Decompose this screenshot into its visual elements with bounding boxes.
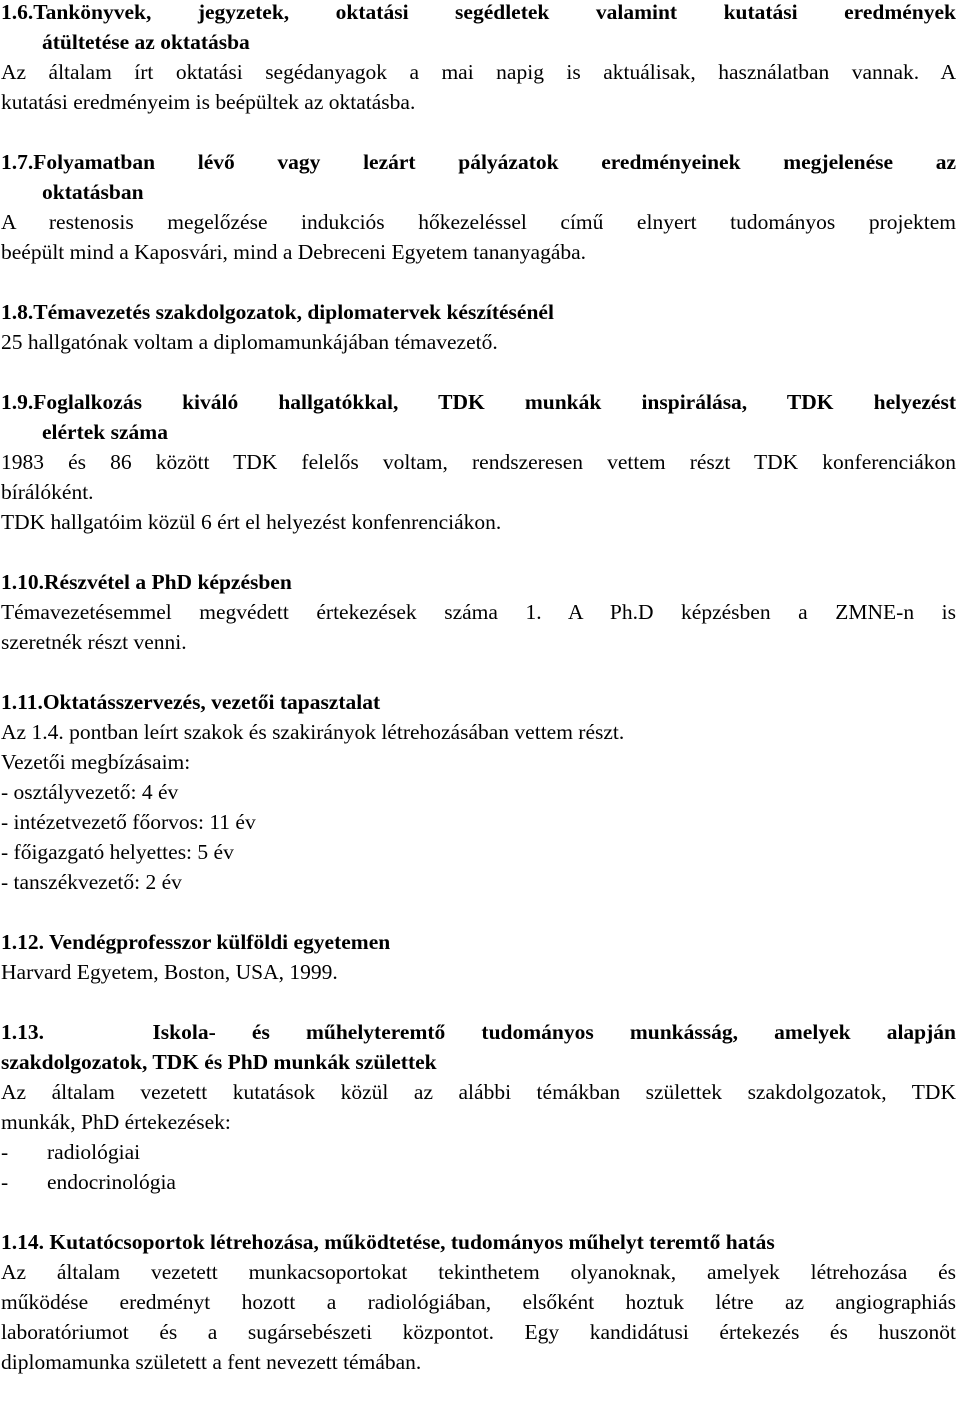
section-heading — [1, 687, 956, 717]
section-number: 1.7. — [1, 150, 34, 174]
section-body-line: Az általam írt oktatási segédanyagok a mai napig is aktuálisak, használatban vannak. A — [1, 60, 956, 84]
section-number: 1.11. — [1, 690, 43, 714]
list-item: - endocrinológia — [1, 1170, 176, 1194]
section-number: 1.9. — [1, 390, 34, 414]
list-item: - intézetvezető főorvos: 11 év — [1, 810, 256, 834]
section-heading — [1, 1227, 956, 1257]
list-item-text: radiológiai — [47, 1140, 141, 1164]
section-heading-cont — [1, 27, 956, 57]
section-number: 1.14. — [1, 1230, 44, 1254]
section-1-9 — [1, 387, 956, 537]
section-1-11 — [1, 687, 956, 897]
section-number: 1.8. — [1, 300, 34, 324]
section-body-line: Vezetői megbízásaim: — [1, 750, 191, 774]
section-body-line: 25 hallgatónak voltam a diplomamunkájában témavezető. — [1, 330, 498, 354]
section-body-line: Az általam vezetett kutatások közül az alábbi témákban születtek szakdolgozatok, TDK — [1, 1080, 956, 1104]
section-number: 1.10. — [1, 570, 44, 594]
section-number: 1.12. — [1, 930, 44, 954]
section-heading-cont — [1, 417, 956, 447]
section-heading — [1, 1017, 956, 1047]
section-heading — [1, 297, 956, 327]
research-topics-list — [1, 1137, 956, 1197]
section-body-line: munkák, PhD értekezések: — [1, 1110, 231, 1134]
section-body-line: Az 1.4. pontban leírt szakok és szakirányok létrehozásában vettem részt. — [1, 720, 625, 744]
section-title: Oktatásszervezés, vezetői tapasztalat — [42, 690, 381, 714]
section-body-line: bírálóként. — [1, 480, 94, 504]
section-1-10 — [1, 567, 956, 657]
section-title-line-1: Foglalkozás kiváló hallgatókkal, TDK munkák inspirálása, TDK helyezést — [33, 390, 956, 414]
section-title-line-2: szakdolgozatok, TDK és PhD munkák születtek — [1, 1050, 437, 1074]
section-1-7 — [1, 147, 956, 267]
section-body-line: Témavezetésemmel megvédett értekezések száma 1. A Ph.D képzésben a ZMNE-n is — [1, 600, 956, 624]
section-number: 1.6. — [1, 0, 34, 24]
section-1-13 — [1, 1017, 956, 1197]
section-number: 1.13. — [1, 1020, 44, 1044]
section-body-line: működése eredményt hozott a radiológiában, elsőként hoztuk létre az angiographiás — [1, 1290, 956, 1314]
list-item: - radiológiai — [1, 1140, 141, 1164]
section-heading — [1, 0, 956, 27]
section-title: Kutatócsoportok létrehozása, működtetése, tudományos műhelyt teremtő hatás — [49, 1230, 775, 1254]
list-item: - osztályvezető: 4 év — [1, 780, 179, 804]
list-item: - tanszékvezető: 2 év — [1, 870, 182, 894]
document-page — [1, 0, 956, 1407]
section-1-6 — [1, 0, 956, 117]
section-body-line: beépült mind a Kaposvári, mind a Debreceni Egyetem tananyagába. — [1, 240, 587, 264]
section-title: Témavezetés szakdolgozatok, diplomatervek készítésénél — [33, 300, 554, 324]
section-title-line-2: elértek száma — [42, 420, 168, 444]
section-heading — [1, 387, 956, 417]
section-1-8 — [1, 297, 956, 357]
section-title: Vendégprofesszor külföldi egyetemen — [49, 930, 391, 954]
section-heading — [1, 147, 956, 177]
section-body-line: Az általam vezetett munkacsoportokat tekinthetem olyanoknak, amelyek létrehozása és — [1, 1260, 956, 1284]
section-body-line: laboratóriumot és a sugársebészeti központot. Egy kandidátusi értekezés és huszonöt — [1, 1320, 956, 1344]
section-title-line-1: Tankönyvek, jegyzetek, oktatási segédletek valamint kutatási eredmények — [33, 0, 956, 24]
section-heading — [1, 567, 956, 597]
section-1-14 — [1, 1227, 956, 1377]
list-item-text: endocrinológia — [47, 1170, 176, 1194]
section-title-line-1: Iskola- és műhelyteremtő tudományos munkásság, amelyek alapján — [152, 1020, 957, 1044]
section-heading-cont — [1, 177, 956, 207]
section-1-12 — [1, 927, 956, 987]
section-body-line: A restenosis megelőzése indukciós hőkezeléssel című elnyert tudományos projektem — [1, 210, 956, 234]
section-body-line: Harvard Egyetem, Boston, USA, 1999. — [1, 960, 338, 984]
section-body-line: szeretnék részt venni. — [1, 630, 187, 654]
section-title-line-2: átültetése az oktatásba — [42, 30, 250, 54]
section-body-line: TDK hallgatóim közül 6 ért el helyezést konfenrenciákon. — [1, 510, 502, 534]
section-heading — [1, 927, 956, 957]
list-item: - főigazgató helyettes: 5 év — [1, 840, 234, 864]
section-body-line: diplomamunka született a fent nevezett témában. — [1, 1350, 422, 1374]
section-title-line-1: Folyamatban lévő vagy lezárt pályázatok eredményeinek megjelenése az — [33, 150, 956, 174]
section-body-line: kutatási eredményeim is beépültek az oktatásba. — [1, 90, 416, 114]
section-body-line: 1983 és 86 között TDK felelős voltam, rendszeresen vettem részt TDK konferenciákon — [1, 450, 956, 474]
section-title: Részvétel a PhD képzésben — [44, 570, 292, 594]
leadership-roles-list — [1, 777, 956, 897]
section-title-line-2: oktatásban — [42, 180, 144, 204]
